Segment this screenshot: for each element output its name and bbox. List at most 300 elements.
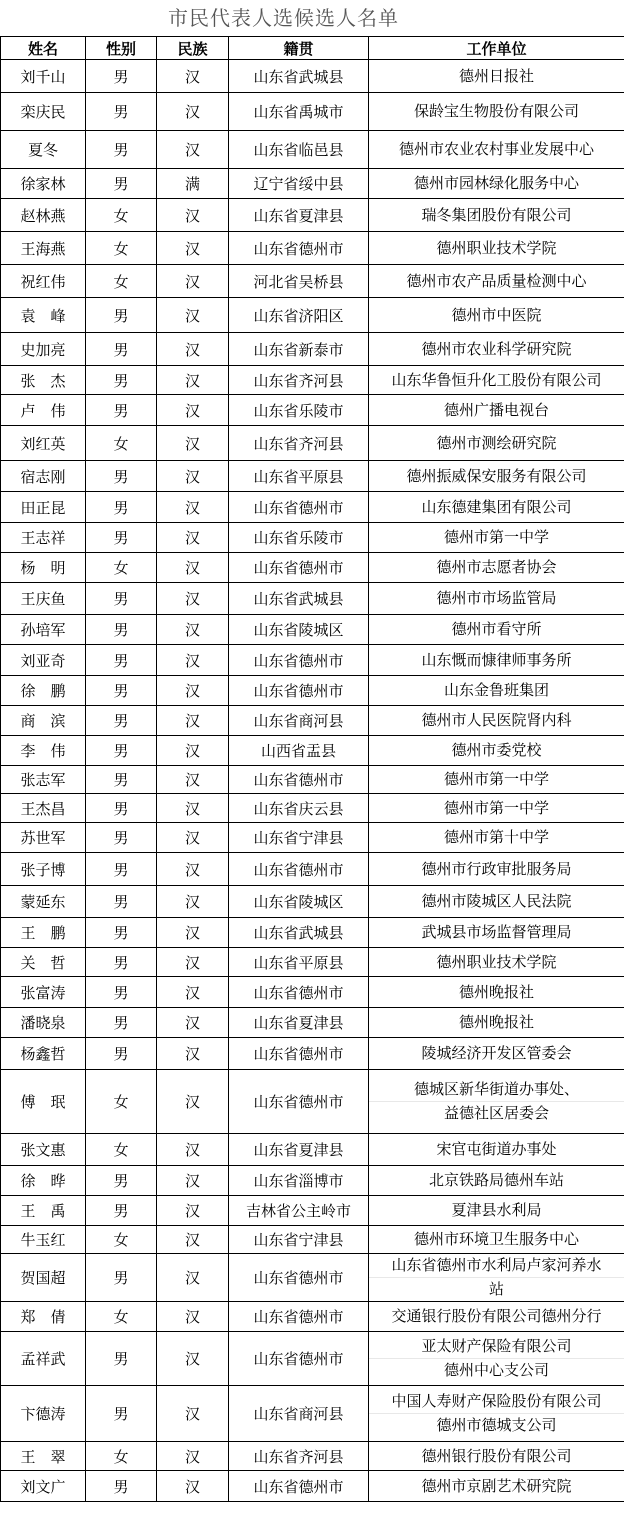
cell-work-unit [369,1196,624,1226]
cell-gender: 男 [86,645,157,676]
cell-name: 孙培军 [1,615,86,645]
cell-work-unit [369,232,624,265]
table-row [1,1070,624,1134]
cell-gender: 男 [86,1038,157,1070]
cell-name: 贺国超 [1,1254,86,1302]
cell-name: 刘红英 [1,426,86,461]
cell-gender: 男 [86,60,157,93]
cell-gender: 男 [86,169,157,199]
cell-origin: 山东省武城县 [229,60,369,93]
work-unit-line: 山东金鲁班集团 [443,681,549,699]
cell-work-unit [369,553,624,583]
cell-origin: 山西省盂县 [229,736,369,766]
work-unit-line: 德州日报社 [458,66,534,85]
cell-gender: 女 [86,232,157,265]
table-row [1,823,624,853]
work-unit-line: 德州市第一中学 [443,770,549,788]
cell-ethnicity: 汉 [157,977,229,1008]
work-unit-line: 德州市德城支公司 [369,1413,624,1437]
cell-ethnicity: 汉 [157,461,229,492]
cell-name: 史加亮 [1,333,86,366]
cell-work-unit [369,395,624,426]
table-row [1,265,624,298]
work-unit-line: 山东省德州市水利局卢家河养水 [391,1256,602,1274]
cell-origin: 山东省德州市 [229,853,369,886]
cell-gender: 男 [86,93,157,131]
cell-ethnicity: 汉 [157,333,229,366]
table-row [1,1226,624,1254]
work-unit-line: 德州市志愿者协会 [436,558,557,576]
cell-origin: 河北省吴桥县 [229,265,369,298]
work-unit-line: 陵城经济开发区管委会 [421,1044,572,1062]
cell-ethnicity: 汉 [157,395,229,426]
cell-gender: 男 [86,461,157,492]
cell-origin: 山东省武城县 [229,583,369,615]
table-row [1,232,624,265]
cell-name: 徐 鹏 [1,676,86,706]
header-name: 姓名 [1,37,86,60]
cell-ethnicity: 汉 [157,706,229,736]
cell-gender: 男 [86,395,157,426]
cell-ethnicity: 汉 [157,426,229,461]
work-unit-line: 益德社区居委会 [369,1101,624,1125]
cell-ethnicity: 满 [157,169,229,199]
cell-name: 张文惠 [1,1134,86,1166]
work-unit-line: 德州市农产品质量检测中心 [406,271,587,290]
cell-ethnicity: 汉 [157,615,229,645]
cell-ethnicity: 汉 [157,298,229,333]
cell-work-unit [369,1038,624,1070]
cell-gender: 男 [86,523,157,553]
cell-name: 蒙延东 [1,886,86,918]
cell-work-unit [369,886,624,918]
table-row [1,553,624,583]
cell-name: 刘千山 [1,60,86,93]
cell-work-unit [369,794,624,823]
work-unit-line: 德州市京剧艺术研究院 [421,1476,572,1495]
cell-gender: 男 [86,131,157,169]
table-row [1,1386,624,1442]
cell-work-unit [369,461,624,492]
work-unit-line: 中国人寿财产保险股份有限公司 [391,1392,602,1410]
document-title: 市民代表人选候选人名单 [168,6,399,30]
table-row [1,395,624,426]
cell-ethnicity: 汉 [157,823,229,853]
table-row [1,1196,624,1226]
cell-origin: 山东省平原县 [229,948,369,977]
table-row [1,706,624,736]
cell-gender: 男 [86,615,157,645]
cell-gender: 男 [86,823,157,853]
cell-origin: 山东省德州市 [229,1471,369,1502]
cell-ethnicity: 汉 [157,1038,229,1070]
cell-origin: 山东省武城县 [229,918,369,948]
cell-origin: 山东省齐河县 [229,426,369,461]
cell-work-unit [369,1332,624,1386]
cell-gender: 男 [86,1166,157,1196]
cell-ethnicity: 汉 [157,366,229,395]
cell-name: 王 鹏 [1,918,86,948]
cell-gender: 男 [86,918,157,948]
cell-origin: 山东省德州市 [229,1302,369,1332]
work-unit-line: 瑞冬集团股份有限公司 [421,205,572,224]
cell-name: 郑 倩 [1,1302,86,1332]
table-row [1,169,624,199]
cell-origin: 山东省德州市 [229,232,369,265]
cell-ethnicity: 汉 [157,886,229,918]
cell-origin: 山东省商河县 [229,1386,369,1442]
table-row [1,523,624,553]
cell-origin: 山东省淄博市 [229,1166,369,1196]
work-unit-line: 德州晚报社 [458,1013,534,1031]
cell-name: 苏世军 [1,823,86,853]
header-gender: 性别 [86,37,157,60]
table-row [1,461,624,492]
cell-work-unit [369,492,624,523]
work-unit-line: 保龄宝生物股份有限公司 [413,102,579,120]
cell-ethnicity: 汉 [157,93,229,131]
table-row [1,948,624,977]
cell-gender: 男 [86,366,157,395]
cell-origin: 山东省夏津县 [229,199,369,232]
cell-work-unit [369,523,624,553]
cell-work-unit [369,676,624,706]
work-unit-line: 德州市园林绿化服务中心 [413,174,579,192]
cell-work-unit [369,583,624,615]
cell-work-unit [369,615,624,645]
cell-work-unit [369,948,624,977]
cell-gender: 男 [86,333,157,366]
table-row [1,918,624,948]
table-row [1,615,624,645]
cell-name: 刘亚奇 [1,645,86,676]
cell-name: 傅 珉 [1,1070,86,1134]
cell-origin: 辽宁省绥中县 [229,169,369,199]
cell-name: 卢 伟 [1,395,86,426]
cell-work-unit [369,333,624,366]
table-row [1,794,624,823]
cell-work-unit [369,1070,624,1134]
table-row [1,199,624,232]
cell-origin: 山东省陵城区 [229,886,369,918]
cell-work-unit [369,853,624,886]
cell-work-unit [369,918,624,948]
cell-gender: 男 [86,886,157,918]
table-row [1,1332,624,1386]
cell-origin: 山东省夏津县 [229,1008,369,1038]
cell-gender: 男 [86,948,157,977]
cell-work-unit [369,366,624,395]
cell-work-unit [369,1471,624,1502]
cell-ethnicity: 汉 [157,131,229,169]
work-unit-line: 宋官屯街道办事处 [436,1140,557,1158]
cell-name: 袁 峰 [1,298,86,333]
cell-ethnicity: 汉 [157,1008,229,1038]
header-work-unit: 工作单位 [369,37,624,60]
table-row [1,645,624,676]
table-row [1,1038,624,1070]
table-row [1,1471,624,1502]
cell-ethnicity: 汉 [157,1442,229,1471]
cell-gender: 男 [86,794,157,823]
cell-name: 王杰昌 [1,794,86,823]
table-row [1,1442,624,1471]
table-header-row [1,37,624,60]
cell-name: 杨鑫哲 [1,1038,86,1070]
cell-ethnicity: 汉 [157,583,229,615]
cell-work-unit [369,426,624,461]
cell-origin: 山东省齐河县 [229,366,369,395]
table-row [1,676,624,706]
cell-work-unit [369,1442,624,1471]
cell-ethnicity: 汉 [157,1226,229,1254]
work-unit-line: 德州市看守所 [451,620,542,638]
cell-name: 王 翠 [1,1442,86,1471]
cell-work-unit [369,1386,624,1442]
cell-name: 张富涛 [1,977,86,1008]
cell-work-unit [369,736,624,766]
cell-ethnicity: 汉 [157,1386,229,1442]
cell-ethnicity: 汉 [157,1196,229,1226]
cell-origin: 山东省德州市 [229,676,369,706]
cell-name: 孟祥武 [1,1332,86,1386]
candidate-table [0,36,624,1502]
cell-name: 刘文广 [1,1471,86,1502]
cell-origin: 山东省平原县 [229,461,369,492]
cell-ethnicity: 汉 [157,1471,229,1502]
cell-gender: 男 [86,1196,157,1226]
cell-work-unit [369,1008,624,1038]
cell-origin: 山东省庆云县 [229,794,369,823]
cell-gender: 女 [86,1442,157,1471]
work-unit-line: 夏津县水利局 [451,1201,542,1219]
cell-name: 田正昆 [1,492,86,523]
cell-gender: 女 [86,1134,157,1166]
cell-origin: 山东省宁津县 [229,823,369,853]
cell-ethnicity: 汉 [157,1166,229,1196]
work-unit-line: 站 [369,1277,624,1301]
cell-origin: 山东省齐河县 [229,1442,369,1471]
cell-name: 祝红伟 [1,265,86,298]
cell-name: 李 伟 [1,736,86,766]
cell-origin: 山东省临邑县 [229,131,369,169]
table-row [1,583,624,615]
cell-ethnicity: 汉 [157,199,229,232]
cell-origin: 山东省夏津县 [229,1134,369,1166]
cell-work-unit [369,169,624,199]
cell-work-unit [369,131,624,169]
table-row [1,1254,624,1302]
table-row [1,1166,624,1196]
cell-ethnicity: 汉 [157,1332,229,1386]
cell-work-unit [369,298,624,333]
work-unit-line: 德州中心支公司 [369,1358,624,1382]
cell-origin: 山东省禹城市 [229,93,369,131]
cell-ethnicity: 汉 [157,766,229,794]
cell-work-unit [369,977,624,1008]
work-unit-line: 德州振威保安服务有限公司 [406,466,587,485]
table-row [1,1302,624,1332]
cell-name: 卞德涛 [1,1386,86,1442]
work-unit-line: 德州市行政审批服务局 [421,859,572,878]
table-row [1,1008,624,1038]
cell-name: 张子博 [1,853,86,886]
work-unit-line: 德州职业技术学院 [436,952,557,971]
cell-gender: 男 [86,977,157,1008]
cell-ethnicity: 汉 [157,645,229,676]
cell-gender: 男 [86,492,157,523]
work-unit-line: 德州市第一中学 [443,798,549,817]
cell-origin: 山东省德州市 [229,1254,369,1302]
cell-gender: 男 [86,706,157,736]
table-row [1,766,624,794]
work-unit-line: 德州职业技术学院 [436,238,557,257]
work-unit-line: 武城县市场监督管理局 [421,923,572,941]
work-unit-line: 德州市人民医院肾内科 [421,711,572,729]
cell-gender: 男 [86,1008,157,1038]
table-row [1,60,624,93]
cell-work-unit [369,265,624,298]
cell-name: 王志祥 [1,523,86,553]
cell-name: 商 滨 [1,706,86,736]
cell-origin: 山东省德州市 [229,766,369,794]
work-unit-line: 德州市委党校 [451,741,542,759]
work-unit-line: 德州市农业农村事业发展中心 [398,140,594,158]
cell-name: 张 杰 [1,366,86,395]
cell-origin: 山东省乐陵市 [229,395,369,426]
cell-ethnicity: 汉 [157,853,229,886]
cell-gender: 男 [86,1332,157,1386]
cell-work-unit [369,706,624,736]
cell-gender: 女 [86,265,157,298]
work-unit-line: 山东德建集团有限公司 [421,497,572,516]
cell-name: 徐 晔 [1,1166,86,1196]
work-unit-line: 山东慨而慷律师事务所 [421,650,572,669]
cell-gender: 男 [86,583,157,615]
work-unit-line: 德州市环境卫生服务中心 [413,1230,579,1248]
cell-work-unit [369,823,624,853]
work-unit-line: 德城区新华街道办事处、 [413,1080,579,1098]
cell-name: 夏冬 [1,131,86,169]
table-row [1,853,624,886]
cell-ethnicity: 汉 [157,918,229,948]
cell-gender: 男 [86,766,157,794]
work-unit-line: 德州市中医院 [451,305,542,324]
cell-work-unit [369,60,624,93]
work-unit-line: 亚太财产保险有限公司 [421,1337,572,1355]
cell-name: 赵林燕 [1,199,86,232]
cell-gender: 女 [86,426,157,461]
work-unit-line: 德州市农业科学研究院 [421,339,572,358]
cell-origin: 山东省德州市 [229,1332,369,1386]
cell-origin: 吉林省公主岭市 [229,1196,369,1226]
table-row [1,131,624,169]
work-unit-line: 北京铁路局德州车站 [428,1171,564,1189]
cell-gender: 女 [86,553,157,583]
cell-gender: 男 [86,298,157,333]
work-unit-line: 德州市第一中学 [443,528,549,546]
work-unit-line: 德州市测绘研究院 [436,433,557,452]
cell-ethnicity: 汉 [157,1302,229,1332]
table-row [1,492,624,523]
header-origin: 籍贯 [229,37,369,60]
cell-work-unit [369,766,624,794]
cell-ethnicity: 汉 [157,492,229,523]
cell-ethnicity: 汉 [157,794,229,823]
cell-work-unit [369,199,624,232]
cell-ethnicity: 汉 [157,553,229,583]
cell-origin: 山东省宁津县 [229,1226,369,1254]
cell-ethnicity: 汉 [157,1134,229,1166]
work-unit-line: 德州晚报社 [458,982,534,1001]
cell-origin: 山东省乐陵市 [229,523,369,553]
table-row [1,886,624,918]
work-unit-line: 德州市第十中学 [443,828,549,846]
cell-ethnicity: 汉 [157,60,229,93]
cell-gender: 男 [86,1254,157,1302]
cell-name: 杨 明 [1,553,86,583]
cell-gender: 男 [86,676,157,706]
cell-origin: 山东省陵城区 [229,615,369,645]
cell-name: 王庆鱼 [1,583,86,615]
cell-gender: 男 [86,736,157,766]
table-row [1,333,624,366]
cell-gender: 男 [86,1471,157,1502]
work-unit-line: 德州银行股份有限公司 [421,1446,572,1465]
cell-work-unit [369,93,624,131]
cell-origin: 山东省德州市 [229,492,369,523]
cell-origin: 山东省新泰市 [229,333,369,366]
cell-gender: 男 [86,1386,157,1442]
cell-ethnicity: 汉 [157,232,229,265]
cell-name: 栾庆民 [1,93,86,131]
cell-origin: 山东省德州市 [229,553,369,583]
cell-name: 关 哲 [1,948,86,977]
cell-gender: 女 [86,1070,157,1134]
cell-gender: 女 [86,1302,157,1332]
cell-name: 牛玉红 [1,1226,86,1254]
table-row [1,366,624,395]
cell-ethnicity: 汉 [157,1254,229,1302]
cell-name: 潘晓泉 [1,1008,86,1038]
cell-gender: 女 [86,1226,157,1254]
cell-gender: 女 [86,199,157,232]
header-ethnicity: 民族 [157,37,229,60]
cell-work-unit [369,1166,624,1196]
cell-name: 宿志刚 [1,461,86,492]
cell-ethnicity: 汉 [157,1070,229,1134]
cell-gender: 男 [86,853,157,886]
table-row [1,736,624,766]
work-unit-line: 山东华鲁恒升化工股份有限公司 [391,370,602,389]
cell-ethnicity: 汉 [157,948,229,977]
cell-name: 王 禹 [1,1196,86,1226]
cell-name: 王海燕 [1,232,86,265]
cell-work-unit [369,1226,624,1254]
cell-work-unit [369,645,624,676]
cell-ethnicity: 汉 [157,523,229,553]
cell-origin: 山东省德州市 [229,977,369,1008]
cell-name: 张志军 [1,766,86,794]
work-unit-line: 德州市陵城区人民法院 [421,892,572,910]
table-row [1,93,624,131]
cell-name: 徐家林 [1,169,86,199]
work-unit-line: 交通银行股份有限公司德州分行 [391,1307,602,1325]
cell-origin: 山东省德州市 [229,645,369,676]
cell-ethnicity: 汉 [157,265,229,298]
work-unit-line: 德州广播电视台 [443,400,549,419]
cell-origin: 山东省济阳区 [229,298,369,333]
